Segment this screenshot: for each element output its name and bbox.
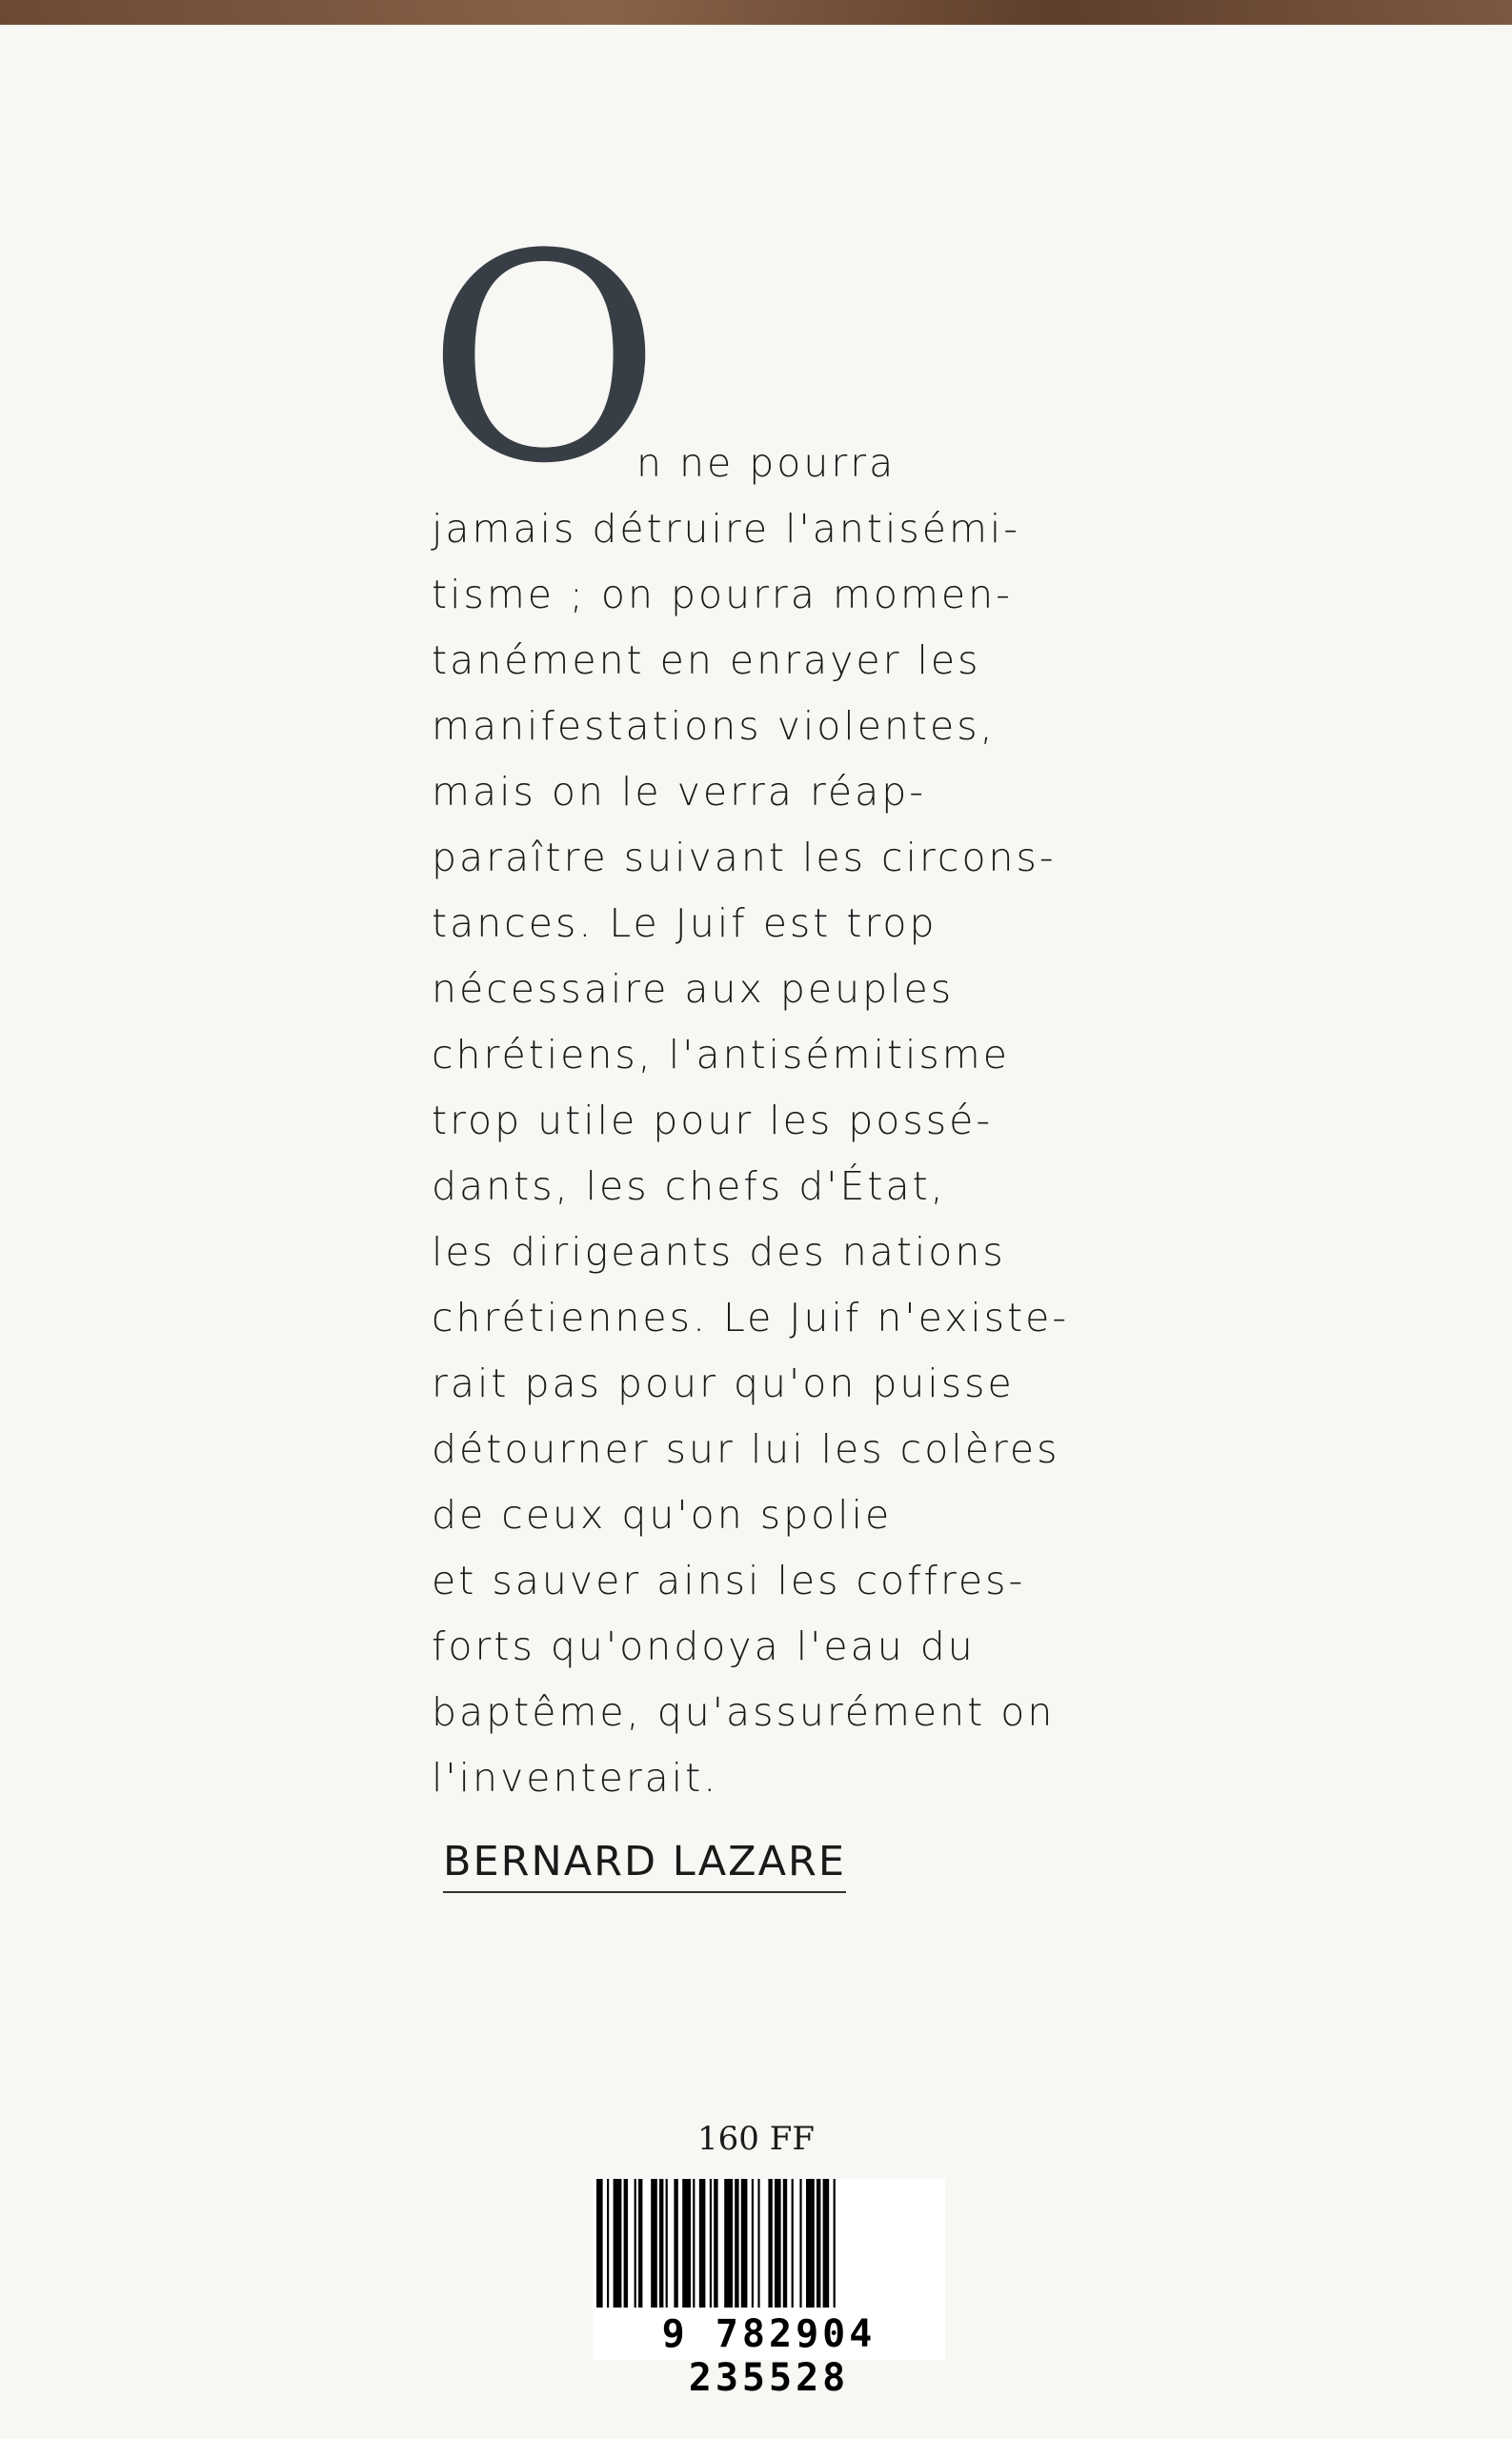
barcode-bar [614,2179,622,2308]
quote-text [432,431,1175,1811]
quote-line: nécessaire aux peuples [432,966,955,1012]
quote-line: et sauver ainsi les coffres- [432,1558,1026,1603]
barcode-number: 9 782904 235528 [661,2312,877,2400]
quote-line: chrétiennes. Le Juif n'existe- [432,1295,1070,1340]
barcode-bar [710,2179,712,2308]
quote-line: dants, les chefs d'État, [432,1163,946,1209]
barcode-bar [823,2179,830,2308]
barcode-bar [693,2179,695,2308]
quote-line: détourner sur lui les colères [432,1426,1060,1472]
quote-line: jamais détruire l'antisémi- [432,506,1021,552]
quote-line: baptême, qu'assurément on [432,1689,1056,1735]
barcode-bar [757,2179,759,2308]
barcode-bar [624,2179,628,2308]
barcode-bar [699,2179,706,2308]
quote-line: trop utile pour les possé- [432,1098,994,1143]
barcode-bar [607,2179,609,2308]
quote-line: de ceux qu'on spolie [432,1492,893,1538]
isbn-barcode [593,2179,945,2400]
barcode-bar [682,2179,691,2308]
quote-line: forts qu'ondoya l'eau du [432,1623,976,1669]
quote-line: rait pas pour qu'on puisse [432,1361,1015,1406]
barcode-bar [752,2179,754,2308]
quote-line: mais on le verra réap- [432,769,927,815]
quote-line: manifestations violentes, [432,703,996,749]
barcode-bar [735,2179,738,2308]
barcode-bar [666,2179,668,2308]
barcode-bar [775,2179,781,2308]
barcode-bar [768,2179,772,2308]
price-label: 160 FF [697,2120,815,2158]
barcode-bar [659,2179,663,2308]
quote-line: les dirigeants des nations [432,1229,1006,1275]
quote-line: tisme ; on pourra momen- [432,572,1013,617]
quote-line: tanément en enrayer les [432,637,981,683]
quote-line: paraître suivant les circons- [432,835,1057,880]
barcode-bar [741,2179,748,2308]
barcode-bar [783,2179,787,2308]
barcode-bar [596,2179,603,2308]
barcode-bar [834,2179,836,2308]
barcode-bar [651,2179,657,2308]
barcode-bar [799,2179,801,2308]
barcode-bar [635,2179,636,2308]
drop-cap: O [427,193,661,526]
barcode-bar [674,2179,677,2308]
author-name: BERNARD LAZARE [443,1838,846,1893]
barcode-bar [714,2179,717,2308]
barcode-bar [638,2179,642,2308]
barcode-bar [724,2179,733,2308]
barcode-bars [593,2179,945,2312]
quote-line: chrétiens, l'antisémitisme [432,1032,1010,1078]
barcode-bar [806,2179,815,2308]
quote-line: l'inventerait. [432,1755,719,1801]
quote-line: n ne pourra [636,440,897,486]
barcode-bar [792,2179,794,2308]
barcode-bar [816,2179,820,2308]
quote-line: tances. Le Juif est trop [432,900,937,946]
